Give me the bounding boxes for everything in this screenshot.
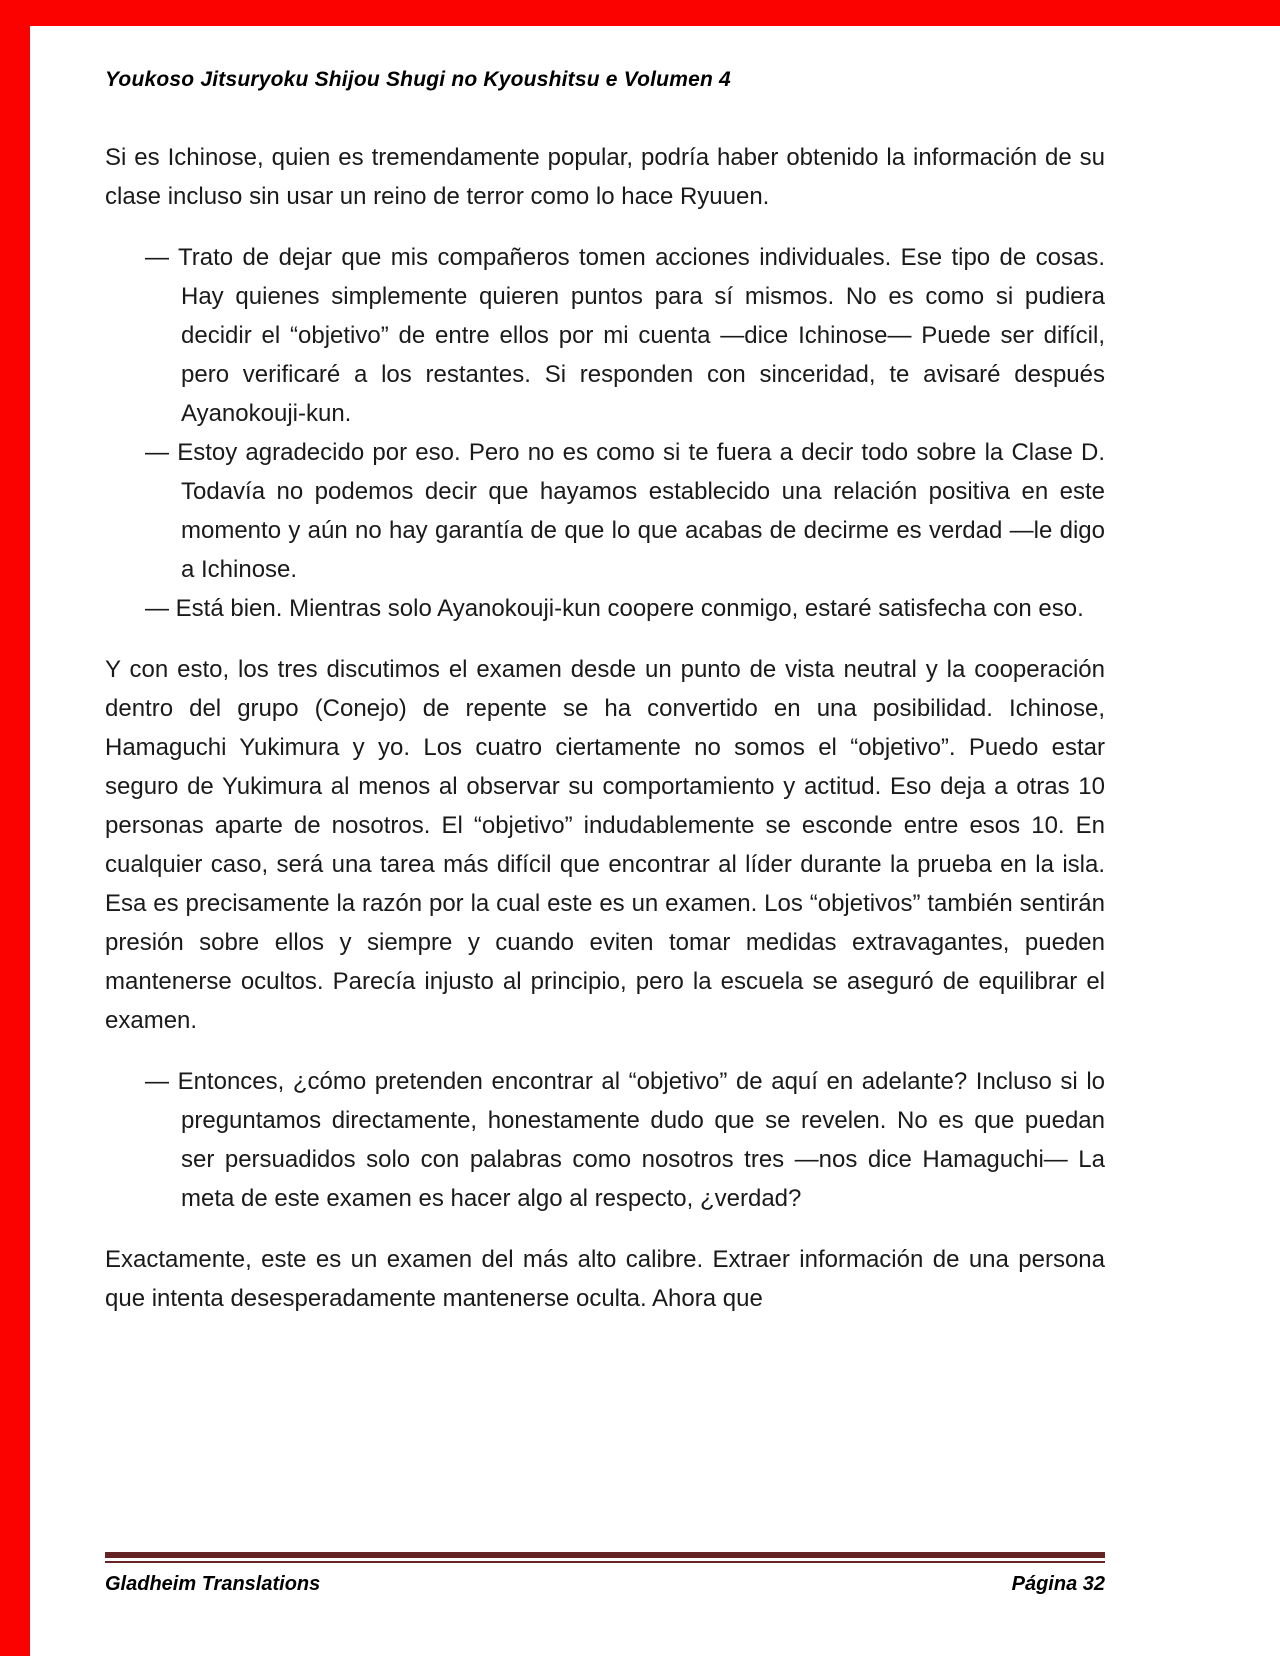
page-header <box>105 68 1105 92</box>
footer-page-number: Página 32 <box>1011 1573 1105 1595</box>
dialogue-paragraph: — Trato de dejar que mis compañeros tomen acciones individuales. Ese tipo de cosas. Hay quienes simplemente quieren puntos para sí mismos. No es como si pudiera decidir el “objetivo” de entre ellos por mi cuenta —dice Ichinose— Puede ser difícil, pero verificaré a los restantes. Si responden con sinceridad, te avisaré después Ayanokouji-kun. <box>145 244 1105 427</box>
dialogue-paragraph: — Está bien. Mientras solo Ayanokouji-kun coopere conmigo, estaré satisfecha con eso. <box>145 595 1084 622</box>
body-paragraph: Exactamente, este es un examen del más alto calibre. Extraer información de una persona que intenta desesperadamente mantenerse oculta. Ahora que <box>105 1246 1105 1312</box>
document-title: Youkoso Jitsuryoku Shijou Shugi no Kyoushitsu e Volumen 4 <box>105 68 731 91</box>
document-body <box>105 138 1105 1318</box>
footer-translator-credit: Gladheim Translations <box>105 1573 321 1595</box>
page-footer <box>105 1552 1105 1596</box>
dialogue-paragraph: — Entonces, ¿cómo pretenden encontrar al “objetivo” de aquí en adelante? Incluso si lo preguntamos directamente, honestamente dudo que se revelen. No es que puedan ser persuadidos solo con palabras como nosotros tres —nos dice Hamaguchi— La meta de este examen es hacer algo al respecto, ¿verdad? <box>145 1068 1105 1212</box>
footer-rule <box>105 1552 1105 1563</box>
body-paragraph: Si es Ichinose, quien es tremendamente popular, podría haber obtenido la información de su clase incluso sin usar un reino de terror como lo hace Ryuuen. <box>105 144 1105 210</box>
dialogue-paragraph: — Estoy agradecido por eso. Pero no es como si te fuera a decir todo sobre la Clase D. Todavía no podemos decir que hayamos establecido una relación positiva en este momento y aún no hay garantía de que lo que acabas de decirme es verdad —le digo a Ichinose. <box>145 439 1105 583</box>
page-content <box>105 0 1105 1340</box>
body-paragraph: Y con esto, los tres discutimos el examen desde un punto de vista neutral y la cooperación dentro del grupo (Conejo) de repente se ha convertido en una posibilidad. Ichinose, Hamaguchi Yukimura y yo. Los cuatro ciertamente no somos el “objetivo”. Puedo estar seguro de Yukimura al menos al observar su comportamiento y actitud. Eso deja a otras 10 personas aparte de nosotros. El “objetivo” indudablemente se esconde entre esos 10. En cualquier caso, será una tarea más difícil que encontrar al líder durante la prueba en la isla. Esa es precisamente la razón por la cual este es un examen. Los “objetivos” también sentirán presión sobre ellos y siempre y cuando eviten tomar medidas extravagantes, pueden mantenerse ocultos. Parecía injusto al principio, pero la escuela se aseguró de equilibrar el examen. <box>105 656 1105 1034</box>
page-border-left-red <box>0 0 30 1656</box>
